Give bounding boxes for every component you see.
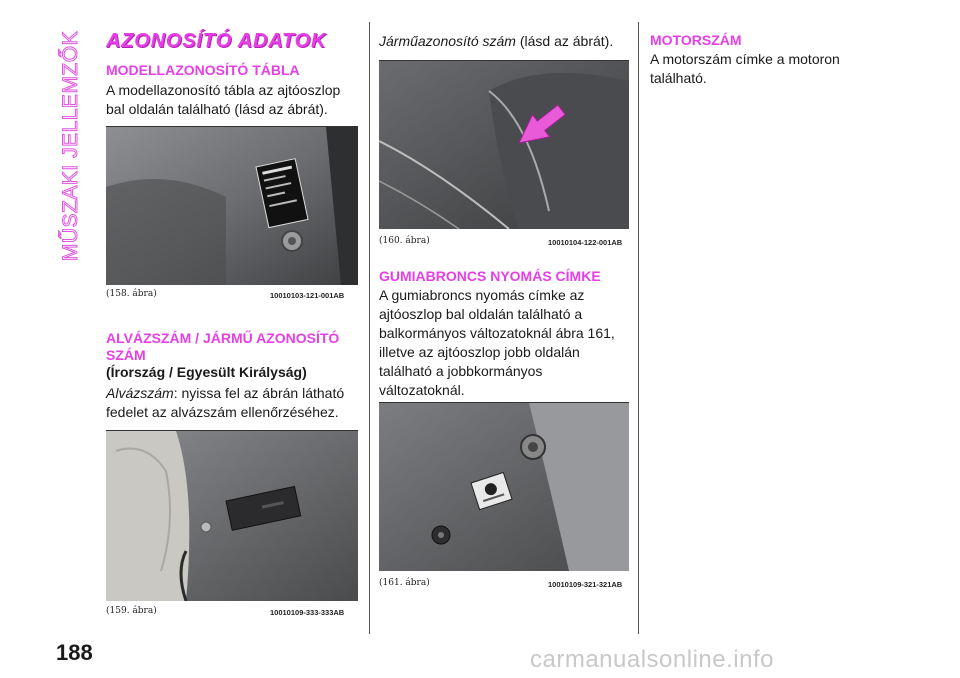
figure-159-top-rule [106, 430, 358, 431]
sidebar-section-title [56, 30, 86, 262]
watermark: carmanualsonline.info [530, 646, 774, 673]
section-subheading-region: (Írország / Egyesült Királyság) [106, 364, 307, 380]
page-number: 188 [56, 640, 93, 665]
section-text-engine-number: A motorszám címke a motoron található. [650, 51, 840, 86]
windshield-vin-illustration [379, 61, 629, 229]
figure-160-code: 10010104-122-001AB [548, 238, 623, 247]
figure-158-code: 10010103-121-001AB [270, 291, 345, 300]
figure-161-image [379, 402, 629, 571]
vin-term: Alvázszám [106, 385, 174, 401]
column-divider-1 [369, 22, 370, 634]
sidebar-section-title-text: MŰSZAKI JELLEMZŐK [59, 30, 82, 262]
figure-160-label: (160. ábra) [379, 236, 430, 246]
figure-160-image [379, 60, 629, 229]
page-title: AZONOSÍTÓ ADATOK [106, 30, 327, 52]
floor-cover-illustration [106, 431, 358, 601]
section-heading-engine-number: MOTORSZÁM [650, 32, 742, 48]
vehicle-id-description: (lásd az ábrát). [515, 33, 614, 49]
section-heading-model-plate: MODELLAZONOSÍTÓ TÁBLA [106, 62, 300, 78]
figure-158-image [106, 126, 358, 285]
vehicle-id-term: Járműazonosító szám [379, 33, 516, 49]
section-heading-vin: ALVÁZSZÁM / JÁRMŰ AZONOSÍTÓ SZÁM [106, 330, 340, 363]
figure-161-label: (161. ábra) [379, 578, 430, 588]
vin-intro-text [379, 32, 629, 51]
figure-158-top-rule [106, 126, 358, 127]
figure-159-code: 10010109-333-333AB [270, 608, 345, 617]
vin-description: : nyissa fel az ábrán látható fedelet az alvázszám ellenőrzéséhez. [106, 385, 345, 420]
figure-159-image [106, 430, 358, 601]
figure-158-label: (158. ábra) [106, 289, 157, 299]
tyre-label-illustration [379, 403, 629, 571]
door-pillar-plate-illustration [106, 127, 358, 285]
section-heading-tyre-pressure: GUMIABRONCS NYOMÁS CÍMKE [379, 268, 601, 284]
figure-159-label: (159. ábra) [106, 606, 157, 616]
figure-161-code: 10010109-321-321AB [548, 580, 623, 589]
figure-160-top-rule [379, 60, 629, 61]
section-text-tyre-pressure: A gumiabroncs nyomás címke az ajtóoszlop bal oldalán található a balkormányos változatoknál ábra 161, illetve az ajtóoszlop jobb oldalán található a jobbkormányos változatoknál. [379, 287, 615, 398]
section-text-vin [106, 384, 358, 422]
figure-161-top-rule [379, 402, 629, 403]
column-divider-2 [638, 22, 639, 634]
section-text-model-plate: A modellazonosító tábla az ajtóoszlop bal oldalán található (lásd az ábrát). [106, 82, 341, 117]
